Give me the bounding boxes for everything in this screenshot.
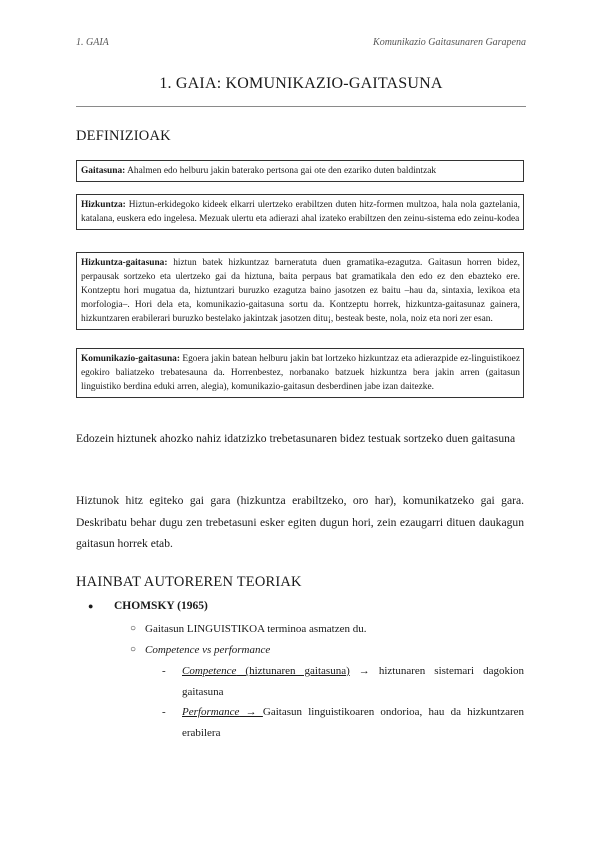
definition-text: Hiztun-erkidegoko kideek elkarri ulertzeko erabiltzen duten hitz-formen multzoa, hala nola gaztelania, katalana, euskera edo ingelesa. Mezuak ulertu eta adierazi ahal izateko erabiltzen den zeinu-sistema edo zeinu-kodea: [81, 200, 520, 224]
section-heading-teoriak: HAINBAT AUTOREREN TEORIAK: [76, 574, 302, 590]
definition-text: Egoera jakin batean helburu jakin bat lortzeko hizkuntzaz eta adierazpide ez-linguistikoez egokiro baliatzeko trebatesauna da. Horrenbestez, norbanako batzuek hizkuntza bera jakin arren (gaitasun linguistiko berdina eduki arren, alegia), komunikazio-gaitasun desberdinen jabe izan daitezke.: [81, 354, 520, 392]
dash-item-text: [182, 702, 524, 744]
paragraph-2: Hiztunok hitz egiteko gai gara (hizkuntza erabiltzeko, oro har), komunikatzeko gai gara. Deskribatu behar dugu zen trebetasuni esker egiten dugun hori, zein ezaugarri dituen daukagun gaitasun horrek etab.: [76, 494, 524, 550]
page-title: 1. GAIA: KOMUNIKAZIO-GAITASUNA: [159, 75, 443, 92]
performance-description: Gaitasun linguistikoaren ondorioa, hau da hizkuntzaren erabilera: [182, 706, 525, 739]
bullet-label: CHOMSKY (1965): [114, 600, 208, 612]
sub-item-competence-vs-performance: [130, 644, 270, 656]
definition-term: Hizkuntza-gaitasuna:: [81, 258, 168, 268]
definition-box-hizkuntza: [76, 194, 524, 230]
performance-term: Performance: [182, 706, 240, 718]
circle-bullet-icon: ○: [130, 623, 137, 634]
header-book-title: Komunikazio Gaitasunaren Garapena: [373, 37, 526, 48]
dash-marker: -: [162, 706, 166, 718]
definition-box-komunikazio-gaitasuna: [76, 348, 524, 398]
competence-term: Competence: [182, 665, 237, 677]
dash-marker: -: [162, 665, 166, 677]
definition-term: Komunikazio-gaitasuna:: [81, 354, 180, 364]
dash-item-performance: [162, 702, 524, 744]
header-chapter: 1. GAIA: [76, 37, 109, 48]
competence-description: hiztunaren sistemari dagokion gaitasuna: [182, 665, 525, 698]
page-header: [76, 37, 526, 48]
definition-text: hiztun batek hizkuntzaz barneratuta duen gramatika-ezagutza. Gaitasun horren bidez, perpausak sortzeko eta ulertzeko gai da hiztuna, baita perpaus bat gramatikala den edo ez den ebazteko ere. Kontzeptu hori mugatua da, hiztuntzari buruzko ezagutza baino jasotzen ez baitu –hau da, sintaxia, lexikoa eta morfologia–. Hori dela eta, komunikazio-gaitasuna sortu da. Kontzeptu horrek, hizkuntza-gaitasunaz gainera, hizkuntzaren erabilerari buruzko bestelako jakintzak jasotzen ditu¡, besteak beste, nola, noiz eta nori zer esan.: [81, 258, 520, 324]
definition-box-hizkuntza-gaitasuna: [76, 252, 524, 330]
paragraph-1: Edozein hiztunek ahozko nahiz idatzizko trebetasunaren bidez testuak sortzeko duen gaitasuna: [76, 432, 516, 445]
section-heading-definizioak: DEFINIZIOAK: [76, 128, 171, 144]
title-divider: [76, 106, 526, 107]
arrow-icon: →: [349, 665, 379, 677]
arrow-icon: →: [239, 706, 263, 718]
definition-term: Hizkuntza:: [81, 200, 126, 210]
definition-box-gaitasuna: [76, 160, 524, 182]
definition-term: Gaitasuna:: [81, 166, 126, 176]
bullet-dot-icon: ●: [88, 601, 94, 611]
sub-item-text: Competence vs performance: [145, 644, 271, 656]
competence-paren: (hiztunaren gaitasuna): [236, 665, 350, 677]
bullet-chomsky: [88, 600, 208, 612]
definition-text: Ahalmen edo helburu jakin baterako pertsona gai ote den ezariko duten baldintzak: [125, 166, 437, 176]
sub-item-text: Gaitasun LINGUISTIKOA terminoa asmatzen du.: [145, 623, 367, 635]
dash-item-competence: [162, 661, 524, 703]
sub-item-linguistikoa: [130, 623, 366, 635]
circle-bullet-icon: ○: [130, 644, 137, 655]
dash-item-text: [182, 661, 524, 703]
